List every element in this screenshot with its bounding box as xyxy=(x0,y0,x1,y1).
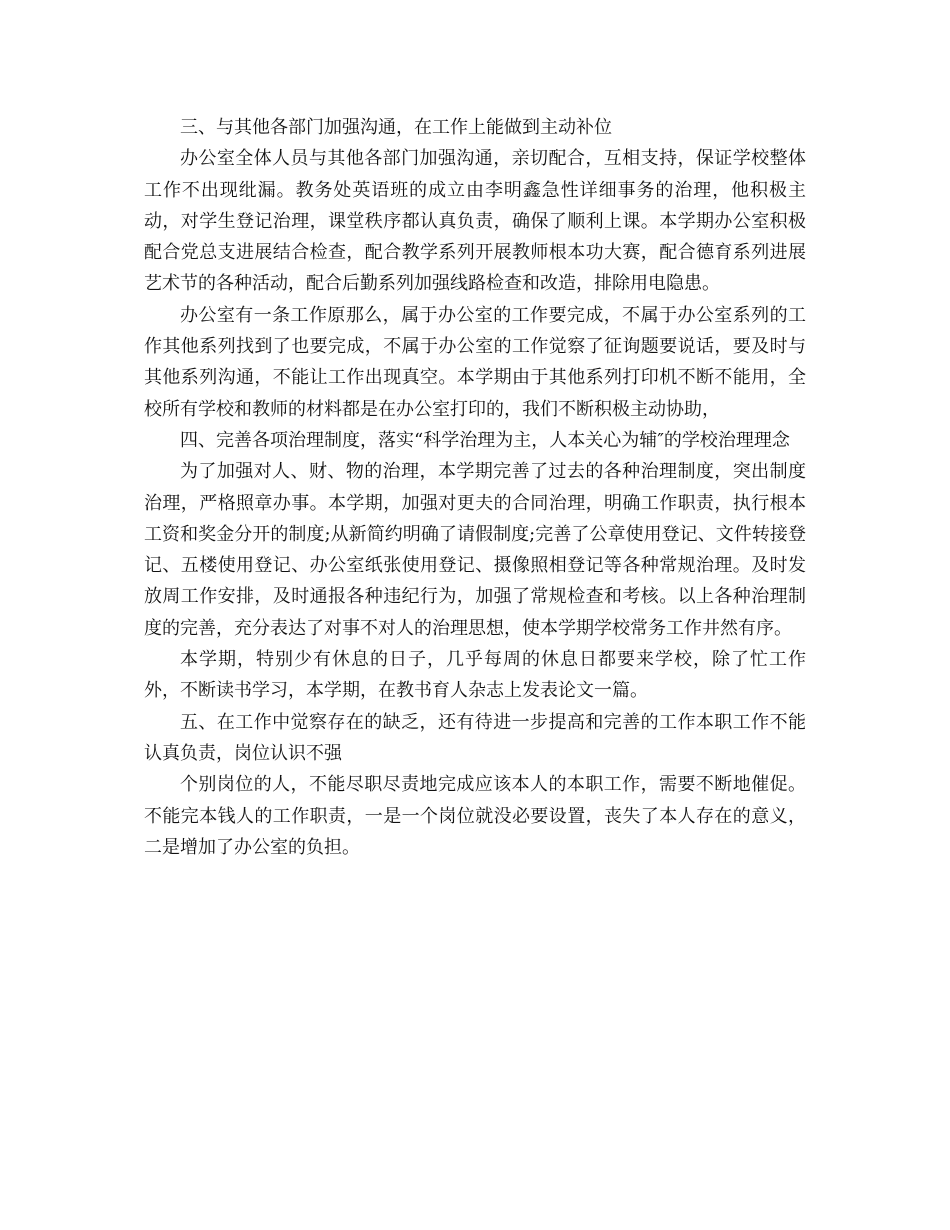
body-paragraph: 个别岗位的人，不能尽职尽责地完成应该本人的本职工作，需要不断地催促。不能完本钱人的工作职责，一是一个岗位就没必要设置，丧失了本人存在的意义，二是增加了办公室的负担。 xyxy=(144,774,806,858)
section-heading-3: 三、与其他各部门加强沟通，在工作上能做到主动补位 xyxy=(180,117,612,138)
body-paragraph: 本学期，特别少有休息的日子，几乎每周的休息日都要来学校，除了忙工作外，不断读书学习，本学期，在教书育人杂志上发表论文一篇。 xyxy=(144,649,806,702)
body-paragraph: 办公室有一条工作原那么，属于办公室的工作要完成，不属于办公室系列的工作其他系列找到了也要完成，不属于办公室的工作觉察了征询题要说话，要及时与其他系列沟通，不能让工作出现真空。本学期由于其他系列打印机不断不能用，全校所有学校和教师的材料都是在办公室打印的，我们不断积极主动协助， xyxy=(144,304,806,420)
body-paragraph: 办公室全体人员与其他各部门加强沟通，亲切配合，互相支持，保证学校整体工作不出现纰漏。教务处英语班的成立由李明鑫急性详细事务的治理，他积极主动，对学生登记治理，课堂秩序都认真负责，确保了顺利上课。本学期办公室积极配合党总支进展结合检查，配合教学系列开展教师根本功大赛，配合德育系列进展艺术节的各种活动，配合后勤系列加强线路检查和改造，排除用电隐患。 xyxy=(144,148,806,295)
body-paragraph: 为了加强对人、财、物的治理，本学期完善了过去的各种治理制度，突出制度治理，严格照章办事。本学期，加强对更夫的合同治理，明确工作职责，执行根本工资和奖金分开的制度;从新简约明确了请假制度;完善了公章使用登记、文件转接登记、五楼使用登记、办公室纸张使用登记、摄像照相登记等各种常规治理。及时发放周工作安排，及时通报各种违纪行为，加强了常规检查和考核。以上各种治理制度的完善，充分表达了对事不对人的治理思想，使本学期学校常务工作井然有序。 xyxy=(144,461,806,639)
section-heading-4: 四、完善各项治理制度，落实“科学治理为主，人本关心为辅″的学校治理理念 xyxy=(180,429,790,451)
section-heading-5: 五、在工作中觉察存在的缺乏，还有待进一步提高和完善的工作本职工作不能认真负责，岗位认识不强 xyxy=(144,711,806,764)
